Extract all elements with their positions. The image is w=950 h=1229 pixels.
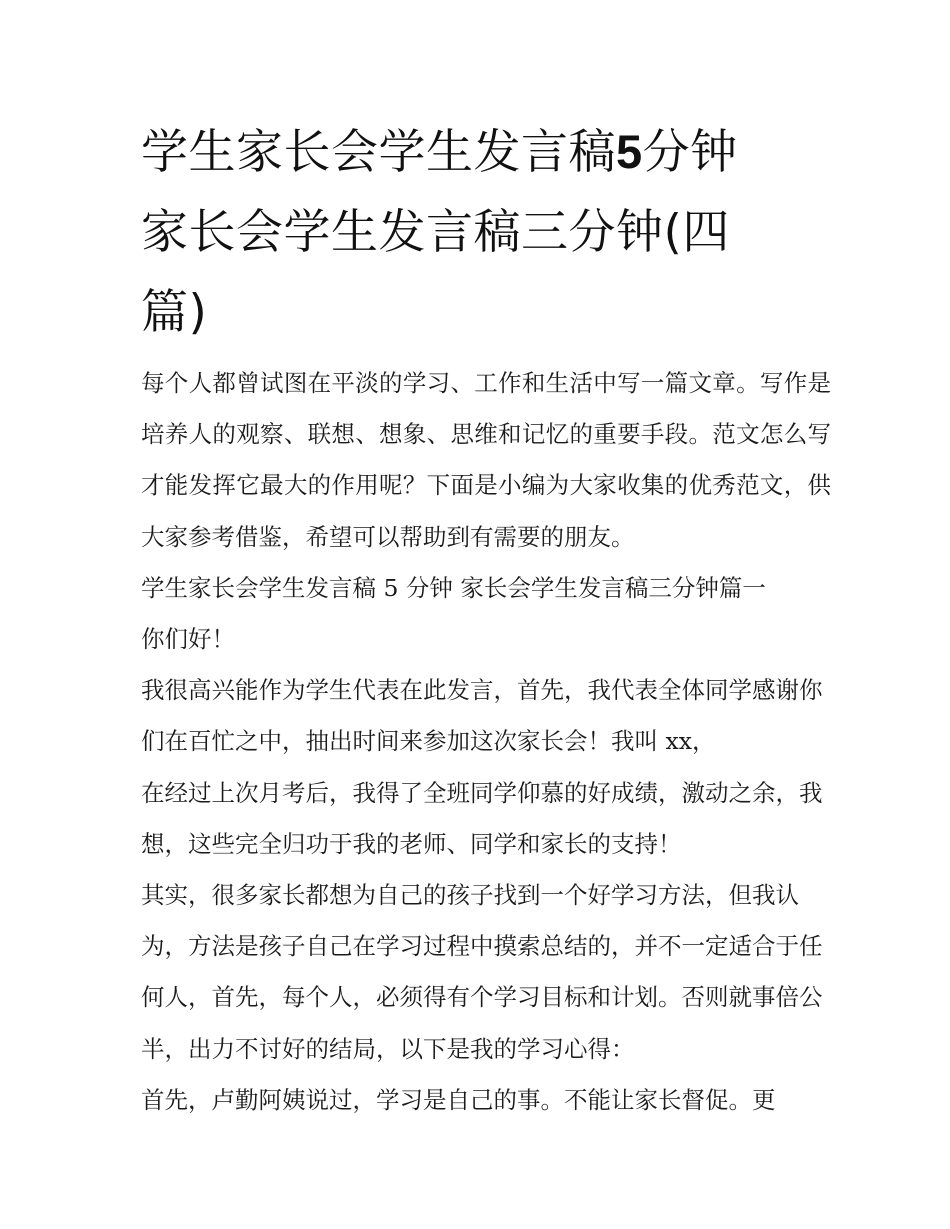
document-title (141, 112, 821, 353)
body-paragraph: 我很高兴能作为学生代表在此发言，首先，我代表全体同学感谢你们在百忙之中，抽出时间来参加这次家长会！我叫 xx， (141, 676, 823, 756)
body-paragraph: 其实，很多家长都想为自己的孩子找到一个好学习方法，但我认为，方法是孩子自己在学习过程中摸索总结的，并不一定适合于任何人，首先，每个人，必须得有个学习目标和计划。否则就事倍公半，出力不讨好的结局，以下是我的学习心得： (141, 881, 823, 1063)
title-line-3: 篇) (141, 285, 208, 340)
body-paragraph: 在经过上次月考后，我得了全班同学仰慕的好成绩，激动之余，我想，这些完全归功于我的老师、同学和家长的支持！ (141, 778, 823, 858)
greeting-paragraph: 你们好！ (141, 625, 235, 654)
intro-paragraph: 每个人都曾试图在平淡的学习、工作和生活中写一篇文章。写作是培养人的观察、联想、想象、思维和记忆的重要手段。范文怎么写才能发挥它最大的作用呢？下面是小编为大家收集的优秀范文，供大家参考借鉴，希望可以帮助到有需要的朋友。 (141, 369, 831, 551)
document-body (141, 358, 831, 1126)
title-line-1: 学生家长会学生发言稿5分钟 (141, 125, 738, 180)
title-line-2: 家长会学生发言稿三分钟(四 (141, 205, 730, 260)
body-paragraph: 首先，卢勤阿姨说过，学习是自己的事。不能让家长督促。更 (141, 1085, 776, 1114)
section-heading: 学生家长会学生发言稿 5 分钟 家长会学生发言稿三分钟篇一 (141, 573, 766, 602)
